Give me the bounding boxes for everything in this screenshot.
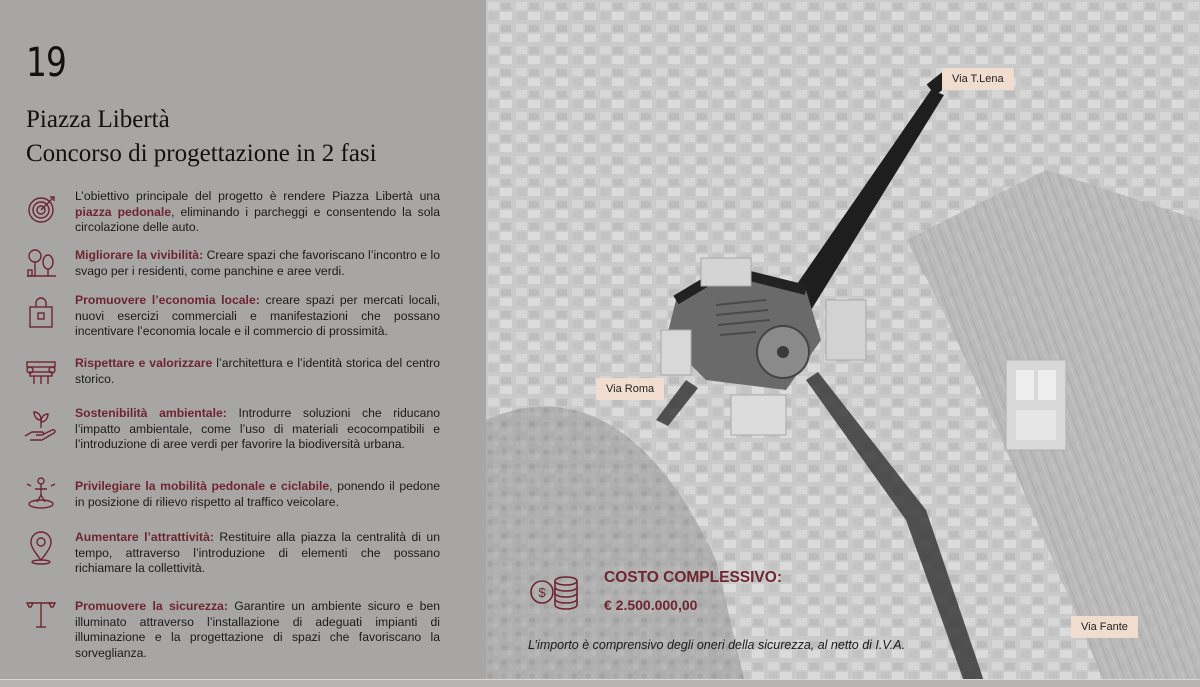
objective-text: Migliorare la vivibilità: Creare spazi che favoriscano l’incontro e lo svago per i residenti, come panchine e aree verdi. [75, 248, 440, 278]
objective-text: Rispettare e valorizzare l’architettura e l’identità storica del centro storico. [75, 356, 440, 386]
street-label-via-fante: Via Fante [1071, 616, 1138, 638]
location-pin-icon [22, 530, 60, 566]
page-title-line-1: Piazza Libertà [26, 106, 170, 133]
cost-value: € 2.500.000,00 [604, 597, 698, 613]
objective-text: Aumentare l’attrattività: Restituire alla piazza la centralità di un tempo, attraverso l’introduzione di elementi che possano richiamare la collettività. [75, 530, 440, 576]
street-lamp-icon [22, 595, 60, 631]
objective-text: Sostenibilità ambientale: Introdurre soluzioni che riducano l’impatto ambientale, come l’uso di materiali ecocompatibili e l’introduzione di aree verdi per favorire la biodiversità urbana. [75, 406, 440, 452]
objective-text: L’obiettivo principale del progetto è rendere Piazza Libertà una piazza pedonale, eliminando i parcheggi e consentendo la sola circolazione delle auto. [75, 189, 440, 235]
coins-dollar-icon [528, 573, 580, 611]
pedestrian-pin-icon [22, 475, 60, 511]
aerial-map [486, 0, 1200, 687]
shopping-bag-icon [22, 295, 60, 331]
cost-title: COSTO COMPLESSIVO: [604, 569, 782, 586]
target-icon [22, 191, 60, 227]
street-label-via-tlena: Via T.Lena [942, 68, 1014, 90]
trees-icon [22, 246, 60, 282]
column-capital-icon [22, 354, 60, 390]
slide-number: 19 [26, 40, 67, 86]
bottom-strip [0, 679, 1200, 687]
cost-note: L’importo è comprensivo degli oneri della sicurezza, al netto di I.V.A. [528, 638, 906, 652]
page-title-line-2: Concorso di progettazione in 2 fasi [26, 140, 377, 167]
plant-in-hand-icon [22, 408, 60, 444]
street-label-via-roma: Via Roma [596, 378, 664, 400]
objective-text: Promuovere la sicurezza: Garantire un ambiente sicuro e ben illuminato attraverso l’installazione di adeguati impianti di illuminazione e la progettazione di spazi che favoriscano la sorveglianza. [75, 599, 440, 660]
objective-text: Promuovere l’economia locale: creare spazi per mercati locali, nuovi esercizi commerciali e manifestazioni che possano incentivare l’economia locale e il commercio di prossimità. [75, 293, 441, 339]
left-panel [0, 0, 486, 687]
objective-text: Privilegiare la mobilità pedonale e ciclabile, ponendo il pedone in posizione di rilievo rispetto al traffico veicolare. [75, 479, 440, 509]
svg-text:$: $ [538, 585, 546, 600]
aerial-map-image [486, 0, 1200, 687]
